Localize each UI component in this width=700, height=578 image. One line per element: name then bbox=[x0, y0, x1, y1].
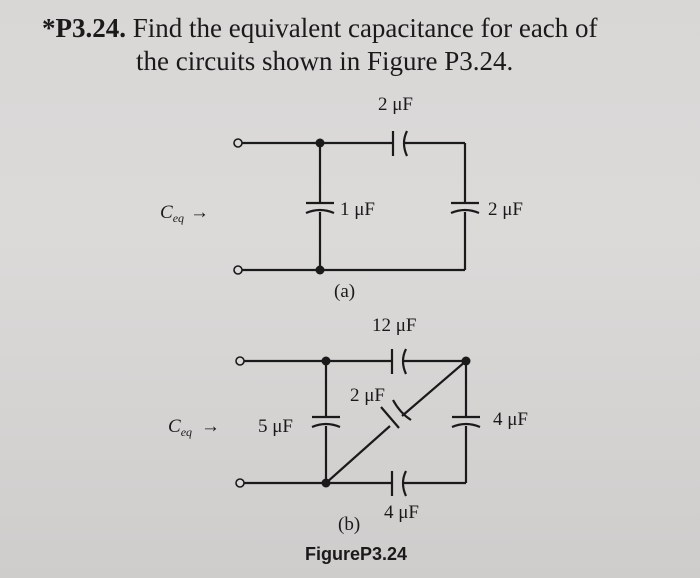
b-terminal-top bbox=[236, 357, 244, 365]
a-ceq-arrow-icon: → bbox=[190, 202, 209, 223]
b-label-cap-bottom: 4 μF bbox=[384, 502, 420, 523]
b-label-cap-right: 4 μF bbox=[493, 409, 529, 430]
a-label-cap-top: 2 μF bbox=[378, 94, 414, 115]
b-capacitor-4uf-right bbox=[452, 417, 480, 427]
b-node-top-right bbox=[462, 357, 471, 366]
b-label-cap-top: 12 μF bbox=[372, 315, 417, 336]
b-caption: (b) bbox=[338, 514, 361, 535]
a-label-cap-right: 2 μF bbox=[488, 199, 524, 220]
b-node-top-left bbox=[322, 357, 331, 366]
b-capacitor-5uf bbox=[312, 417, 340, 427]
circuit-a bbox=[160, 94, 523, 302]
b-label-cap-diag: 2 μF bbox=[350, 385, 386, 406]
b-capacitor-2uf-diag bbox=[381, 400, 411, 428]
problem-text-line-2: the circuits shown in Figure P3.24. bbox=[136, 46, 514, 76]
a-node-top bbox=[316, 139, 325, 148]
problem-number: *P3.24. bbox=[42, 13, 126, 43]
a-capacitor-2uf-top bbox=[393, 131, 407, 156]
b-terminal-bottom bbox=[236, 479, 244, 487]
b-label-cap-left: 5 μF bbox=[258, 416, 294, 437]
figure-caption: FigureP3.24 bbox=[305, 544, 408, 564]
a-node-bottom bbox=[316, 266, 325, 275]
b-capacitor-12uf bbox=[392, 349, 406, 374]
a-terminal-bottom bbox=[234, 266, 242, 274]
a-ceq-label: $C_{eq}$ bbox=[160, 202, 185, 225]
b-diag-wire-lower bbox=[326, 426, 390, 483]
problem-text-line-1: Find the equivalent capacitance for each of bbox=[132, 13, 598, 43]
a-terminal-top bbox=[234, 139, 242, 147]
b-node-bottom-left bbox=[322, 479, 331, 488]
a-caption: (a) bbox=[334, 281, 356, 302]
b-capacitor-4uf-bottom bbox=[392, 471, 406, 496]
a-label-cap-left: 1 μF bbox=[340, 199, 376, 220]
b-ceq-label: $C_{eq}$ bbox=[168, 416, 193, 439]
a-capacitor-2uf-right bbox=[451, 203, 479, 213]
circuit-b bbox=[168, 315, 528, 535]
b-ceq-arrow-icon: → bbox=[201, 416, 220, 437]
b-diag-wire-upper bbox=[402, 361, 466, 416]
a-capacitor-1uf bbox=[306, 203, 334, 213]
